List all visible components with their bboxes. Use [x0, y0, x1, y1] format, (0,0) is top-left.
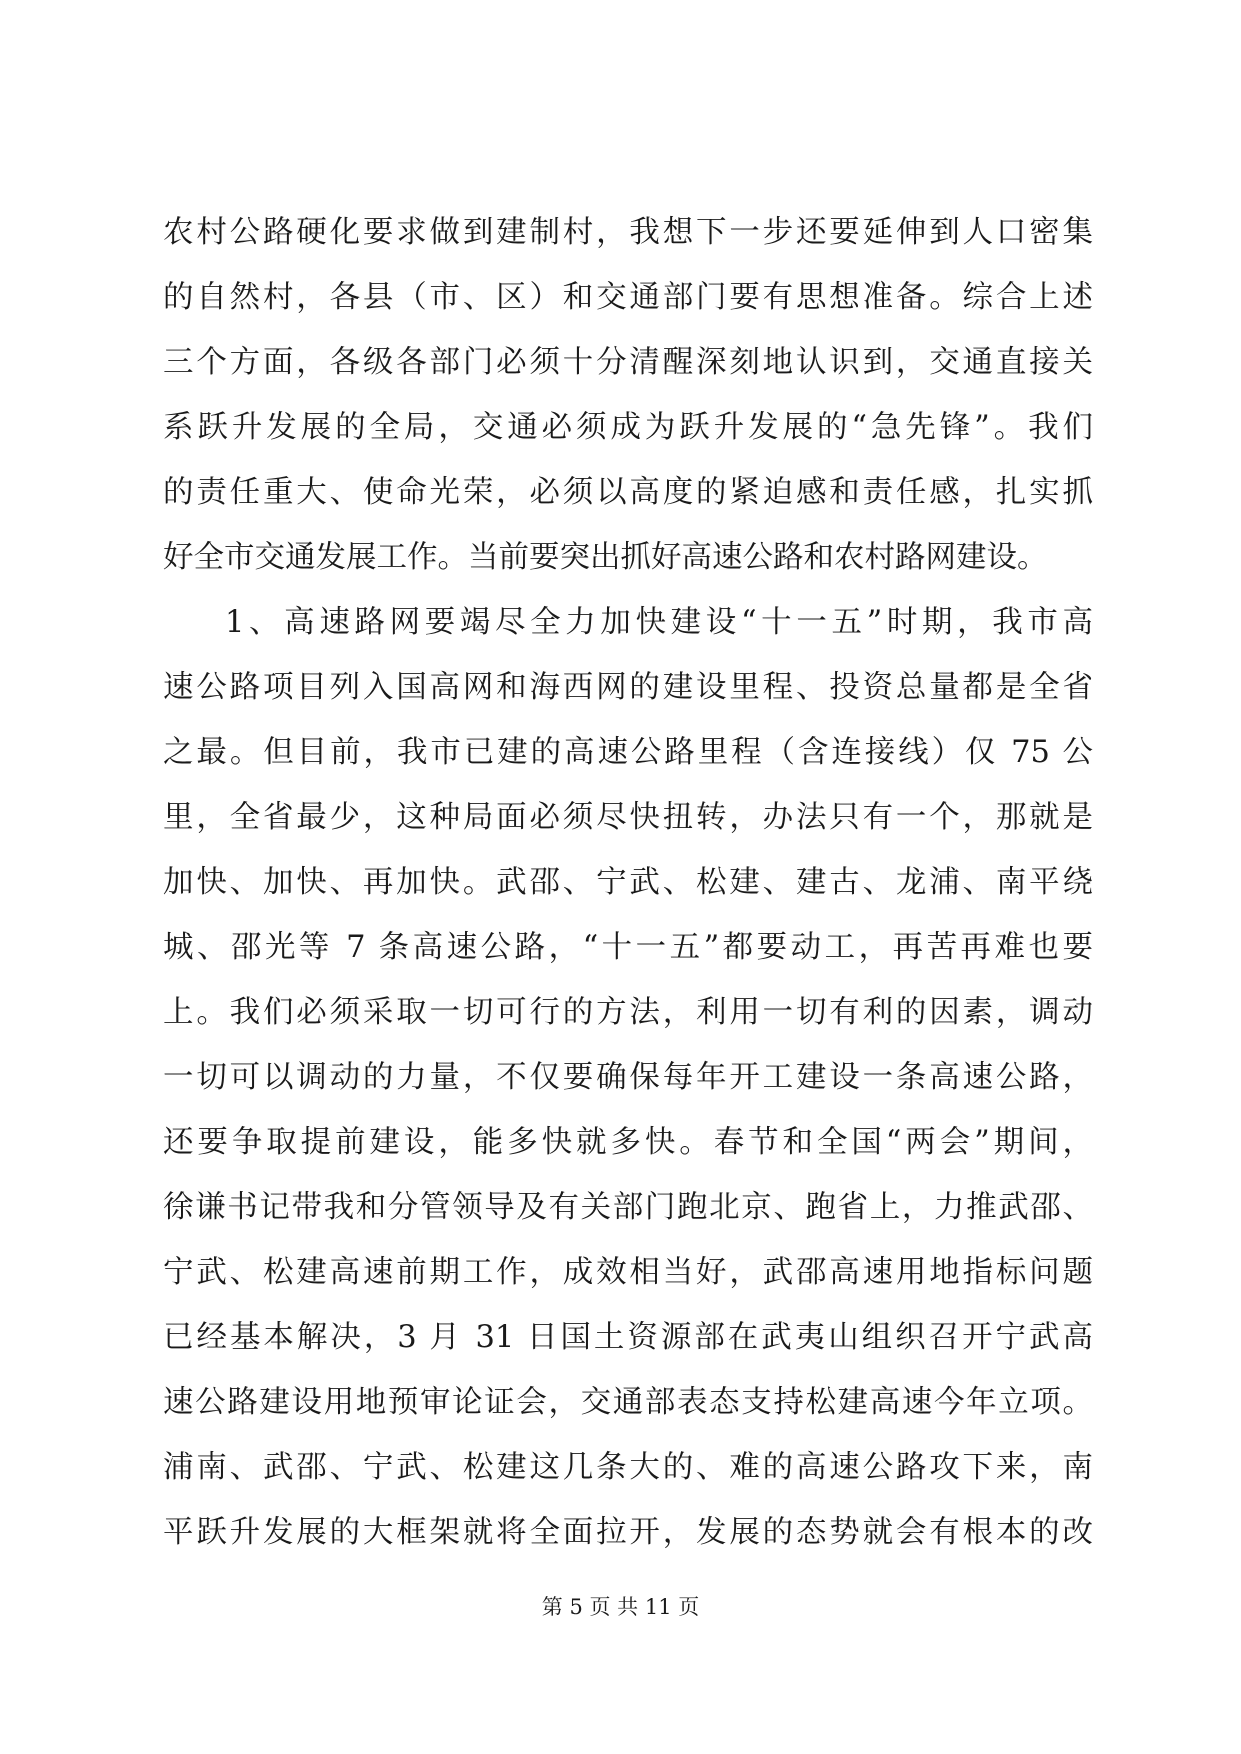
page-footer: 第 5 页 共 11 页 — [541, 1595, 700, 1619]
text-line: 加快、加快、再加快。武邵、宁武、松建、建古、龙浦、南平绕 — [163, 865, 1093, 900]
text-line: 之最。但目前，我市已建的高速公路里程（含连接线）仅 75 公 — [163, 735, 1093, 770]
text-line: 浦南、武邵、宁武、松建这几条大的、难的高速公路攻下来，南 — [163, 1450, 1093, 1485]
text-line: 里，全省最少，这种局面必须尽快扭转，办法只有一个，那就是 — [163, 800, 1093, 835]
text-line: 的责任重大、使命光荣，必须以高度的紧迫感和责任感，扎实抓 — [163, 475, 1093, 510]
text-line: 1、高速路网要竭尽全力加快建设“十一五”时期，我市高 — [225, 605, 1093, 640]
text-line: 系跃升发展的全局，交通必须成为跃升发展的“急先锋”。我们 — [163, 410, 1093, 445]
text-line: 还要争取提前建设，能多快就多快。春节和全国“两会”期间， — [163, 1125, 1093, 1160]
text-line: 农村公路硬化要求做到建制村，我想下一步还要延伸到人口密集 — [163, 215, 1093, 250]
text-line: 平跃升发展的大框架就将全面拉开，发展的态势就会有根本的改 — [163, 1515, 1093, 1550]
text-line: 徐谦书记带我和分管领导及有关部门跑北京、跑省上，力推武邵、 — [163, 1190, 1093, 1225]
text-line: 的自然村，各县（市、区）和交通部门要有思想准备。综合上述 — [163, 280, 1093, 315]
text-line: 上。我们必须采取一切可行的方法，利用一切有利的因素，调动 — [163, 995, 1093, 1030]
text-line: 城、邵光等 7 条高速公路，“十一五”都要动工，再苦再难也要 — [163, 930, 1093, 965]
text-line: 速公路建设用地预审论证会，交通部表态支持松建高速今年立项。 — [163, 1385, 1093, 1420]
text-line: 已经基本解决，3 月 31 日国土资源部在武夷山组织召开宁武高 — [163, 1320, 1093, 1355]
text-line: 速公路项目列入国高网和海西网的建设里程、投资总量都是全省 — [163, 670, 1093, 705]
text-line: 好全市交通发展工作。当前要突出抓好高速公路和农村路网建设。 — [163, 540, 1048, 575]
text-line: 一切可以调动的力量，不仅要确保每年开工建设一条高速公路， — [163, 1060, 1093, 1095]
text-line: 三个方面，各级各部门必须十分清醒深刻地认识到，交通直接关 — [163, 345, 1093, 380]
text-line: 宁武、松建高速前期工作，成效相当好，武邵高速用地指标问题 — [163, 1255, 1093, 1290]
